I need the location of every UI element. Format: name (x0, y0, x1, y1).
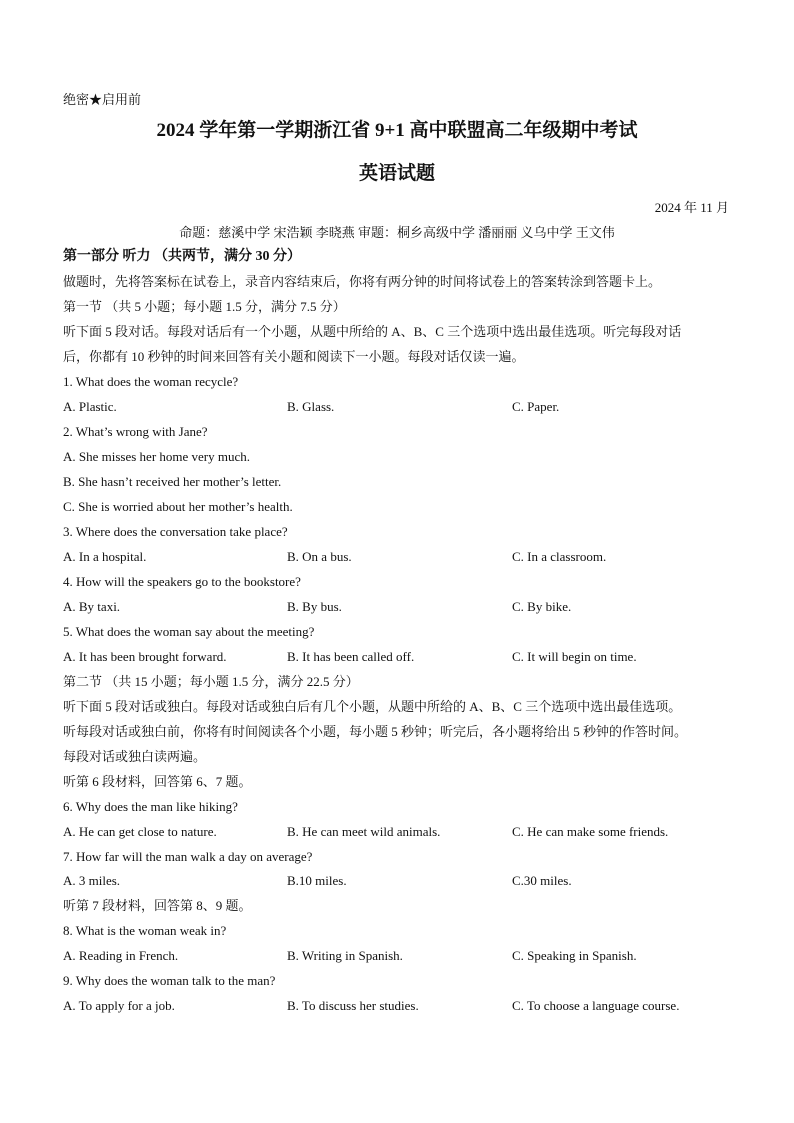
question-stem: 5. What does the woman say about the meeting? (63, 624, 315, 639)
option-c: C. She is worried about her mother’s health. (63, 499, 293, 514)
option-c: C. Paper. (512, 399, 560, 414)
option-b: B. By bus. (287, 599, 342, 614)
question-stem: 6. Why does the man like hiking? (63, 799, 238, 814)
exam-title: 2024 学年第一学期浙江省 9+1 高中联盟高二年级期中考试 (156, 120, 638, 141)
option-c: C. It will begin on time. (512, 649, 637, 664)
section2-heading: 第二节 （共 15 小题；每小题 1.5 分，满分 22.5 分） (63, 674, 359, 689)
option-b: B. He can meet wild animals. (287, 824, 441, 839)
option-b: B. Writing in Spanish. (287, 948, 403, 963)
question-stem: 7. How far will the man walk a day on average? (63, 849, 313, 864)
option-a: A. She misses her home very much. (63, 449, 251, 464)
option-c: C. By bike. (512, 599, 572, 614)
part1-instruction: 做题时，先将答案标在试卷上，录音内容结束后，你将有两分钟的时间将试卷上的答案转涂到答题卡上。 (63, 274, 662, 289)
question-stem: 2. What’s wrong with Jane? (63, 424, 208, 439)
option-c: C. In a classroom. (512, 549, 607, 564)
section1-instruction-1: 听下面 5 段对话。每段对话后有一个小题，从题中所给的 A、B、C 三个选项中选出最佳选项。听完每段对话 (63, 324, 682, 339)
section1-heading: 第一节 （共 5 小题；每小题 1.5 分，满分 7.5 分） (63, 299, 346, 314)
section2-instruction-2: 听每段对话或独白前，你将有时间阅读各个小题，每小题 5 秒钟；听完后，各小题将给出 5 秒钟的作答时间。 (63, 724, 688, 739)
section2-instruction-1: 听下面 5 段对话或独白。每段对话或独白后有几个小题，从题中所给的 A、B、C 三个选项中选出最佳选项。 (63, 699, 682, 714)
option-a: A. It has been brought forward. (63, 649, 227, 664)
option-b: B.10 miles. (287, 873, 347, 888)
material-heading: 听第 6 段材料，回答第 6、7 题。 (63, 774, 252, 789)
option-a: A. He can get close to nature. (63, 824, 217, 839)
option-c: C. To choose a language course. (512, 998, 680, 1013)
option-a: A. In a hospital. (63, 549, 147, 564)
option-c: C. Speaking in Spanish. (512, 948, 637, 963)
question-stem: 8. What is the woman weak in? (63, 923, 227, 938)
option-b: B. It has been called off. (287, 649, 415, 664)
option-c: C.30 miles. (512, 873, 572, 888)
material-heading: 听第 7 段材料，回答第 8、9 题。 (63, 898, 252, 913)
section2-instruction-3: 每段对话或独白读两遍。 (63, 749, 207, 764)
option-c: C. He can make some friends. (512, 824, 669, 839)
option-b: B. To discuss her studies. (287, 998, 419, 1013)
option-a: A. Plastic. (63, 399, 117, 414)
question-stem: 9. Why does the woman talk to the man? (63, 973, 276, 988)
question-stem: 3. Where does the conversation take place? (63, 524, 288, 539)
option-a: A. By taxi. (63, 599, 121, 614)
option-b: B. Glass. (287, 399, 335, 414)
section1-instruction-2: 后，你都有 10 秒钟的时间来回答有关小题和阅读下一小题。每段对话仅读一遍。 (63, 349, 525, 364)
exam-subtitle: 英语试题 (358, 163, 435, 184)
option-a: A. Reading in French. (63, 948, 179, 963)
question-stem: 1. What does the woman recycle? (63, 374, 239, 389)
option-b: B. On a bus. (287, 549, 352, 564)
part1-heading: 第一部分 听力 （共两节，满分 30 分） (63, 249, 301, 264)
option-a: A. To apply for a job. (63, 998, 175, 1013)
exam-authors: 命题：慈溪中学 宋浩颖 李晓燕 审题：桐乡高级中学 潘丽丽 义乌中学 王文伟 (179, 225, 615, 240)
option-b: B. She hasn’t received her mother’s letter. (63, 474, 282, 489)
confidential-mark: 绝密★启用前 (63, 92, 142, 107)
question-stem: 4. How will the speakers go to the bookstore? (63, 574, 301, 589)
option-a: A. 3 miles. (63, 873, 121, 888)
exam-date: 2024 年 11 月 (654, 200, 729, 215)
